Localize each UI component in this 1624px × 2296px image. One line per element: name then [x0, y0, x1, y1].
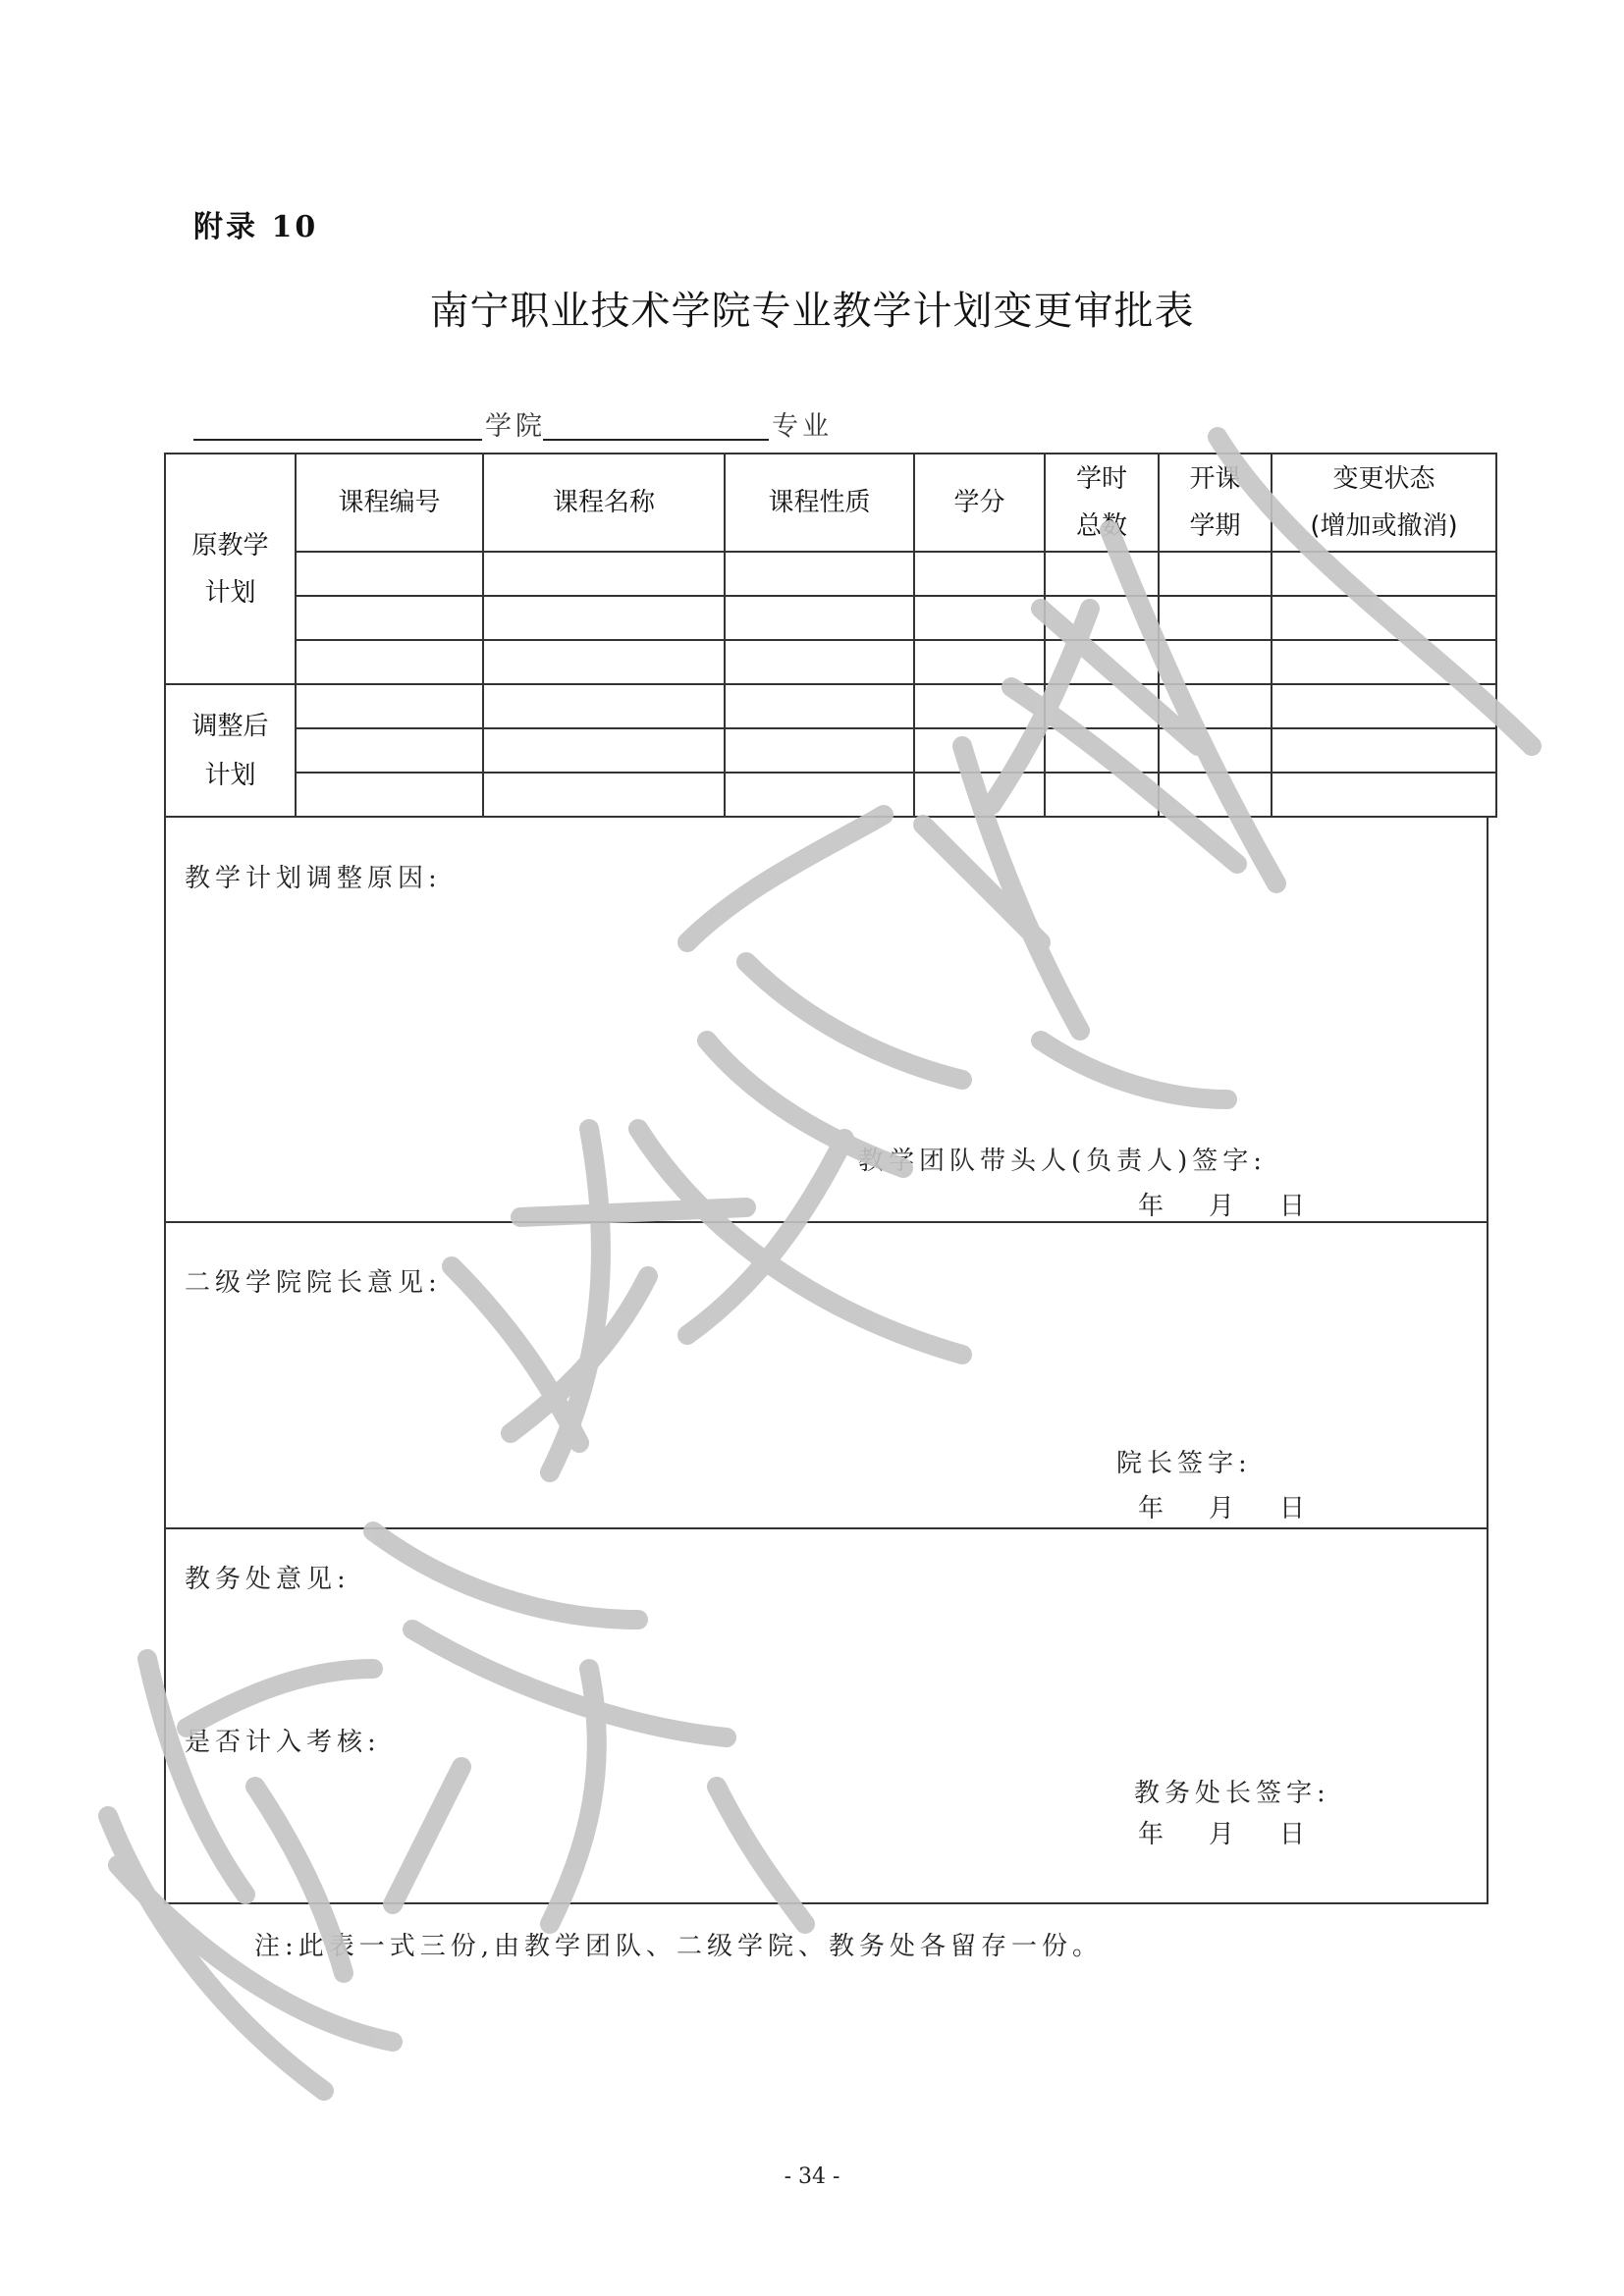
day-label: 日 — [1279, 1494, 1306, 1523]
table-cell[interactable] — [296, 596, 483, 640]
table-cell[interactable] — [725, 596, 914, 640]
table-cell[interactable] — [725, 552, 914, 596]
col-course-type: 课程性质 — [725, 454, 914, 552]
table-cell[interactable] — [1045, 596, 1159, 640]
table-cell[interactable] — [483, 684, 725, 728]
table-cell[interactable] — [725, 684, 914, 728]
table-cell[interactable] — [725, 640, 914, 684]
table-cell[interactable] — [483, 596, 725, 640]
table-cell[interactable] — [1045, 640, 1159, 684]
table-cell[interactable] — [725, 728, 914, 773]
table-cell[interactable] — [725, 773, 914, 817]
col-credits: 学分 — [914, 454, 1045, 552]
table-row — [165, 552, 1496, 596]
month-label: 月 — [1209, 1494, 1235, 1523]
footnote: 注:此表一式三份,由教学团队、二级学院、教务处各留存一份。 — [254, 1932, 1104, 1961]
col-change-status: 变更状态 (增加或撤消) — [1272, 454, 1496, 552]
col-course-code: 课程编号 — [296, 454, 483, 552]
table-cell[interactable] — [1272, 596, 1496, 640]
table-row — [165, 640, 1496, 684]
year-label: 年 — [1138, 1192, 1164, 1221]
table-cell[interactable] — [914, 596, 1045, 640]
dean-opinion-label: 二级学院院长意见: — [185, 1268, 442, 1298]
table-cell[interactable] — [1159, 552, 1272, 596]
team-leader-signature-label: 教学团队带头人(负责人)签字: — [858, 1147, 1268, 1176]
table-cell[interactable] — [1045, 728, 1159, 773]
table-cell[interactable] — [483, 773, 725, 817]
table-cell[interactable] — [1159, 728, 1272, 773]
table-cell[interactable] — [1045, 773, 1159, 817]
reason-label: 教学计划调整原因: — [185, 864, 442, 893]
col-total-hours: 学时 总数 — [1045, 454, 1159, 552]
table-cell[interactable] — [914, 684, 1045, 728]
assessment-label: 是否计入考核: — [185, 1728, 381, 1757]
table-row — [165, 773, 1496, 817]
dean-opinion-section[interactable] — [164, 1223, 1489, 1529]
table-cell[interactable] — [1272, 640, 1496, 684]
college-blank[interactable] — [193, 409, 482, 441]
col-course-name: 课程名称 — [483, 454, 725, 552]
table-cell[interactable] — [1045, 552, 1159, 596]
table-cell[interactable] — [914, 773, 1045, 817]
month-label: 月 — [1209, 1192, 1235, 1221]
major-label: 专业 — [772, 411, 833, 442]
table-header-row — [165, 454, 1496, 552]
month-label: 月 — [1209, 1820, 1235, 1849]
academic-affairs-label: 教务处意见: — [185, 1565, 351, 1594]
table-row — [165, 684, 1496, 728]
table-cell[interactable] — [1272, 552, 1496, 596]
appendix-label: 附录 10 — [193, 210, 319, 244]
table-cell[interactable] — [1159, 684, 1272, 728]
table-cell[interactable] — [1159, 773, 1272, 817]
day-label: 日 — [1279, 1192, 1306, 1221]
col-semester: 开课 学期 — [1159, 454, 1272, 552]
year-label: 年 — [1138, 1820, 1164, 1849]
plan-table — [164, 453, 1497, 818]
table-cell[interactable] — [483, 552, 725, 596]
major-blank[interactable] — [543, 409, 769, 441]
academic-affairs-section[interactable] — [164, 1529, 1489, 1904]
table-cell[interactable] — [1272, 773, 1496, 817]
table-cell[interactable] — [1159, 596, 1272, 640]
year-label: 年 — [1138, 1494, 1164, 1523]
table-cell[interactable] — [296, 728, 483, 773]
college-label: 学院 — [485, 411, 546, 442]
page-number: - 34 - — [784, 2164, 840, 2189]
table-cell[interactable] — [1272, 728, 1496, 773]
dean-date — [1138, 1488, 1305, 1524]
dean-signature-label: 院长签字: — [1116, 1449, 1252, 1478]
table-row — [165, 728, 1496, 773]
table-cell[interactable] — [296, 773, 483, 817]
table-cell[interactable] — [483, 728, 725, 773]
table-cell[interactable] — [1045, 684, 1159, 728]
table-cell[interactable] — [483, 640, 725, 684]
adjusted-plan-label: 调整后 计划 — [165, 684, 296, 817]
page-title: 南宁职业技术学院专业教学计划变更审批表 — [429, 289, 1195, 334]
reason-date — [1138, 1186, 1305, 1222]
affairs-director-signature-label: 教务处长签字: — [1134, 1779, 1330, 1808]
original-plan-label: 原教学 计划 — [165, 454, 296, 684]
affairs-date — [1138, 1814, 1305, 1850]
table-row — [165, 596, 1496, 640]
table-cell[interactable] — [1159, 640, 1272, 684]
table-cell[interactable] — [1272, 684, 1496, 728]
table-cell[interactable] — [296, 684, 483, 728]
table-cell[interactable] — [296, 552, 483, 596]
reason-section[interactable] — [164, 817, 1489, 1223]
table-cell[interactable] — [914, 728, 1045, 773]
table-cell[interactable] — [296, 640, 483, 684]
table-cell[interactable] — [914, 552, 1045, 596]
day-label: 日 — [1279, 1820, 1306, 1849]
table-cell[interactable] — [914, 640, 1045, 684]
